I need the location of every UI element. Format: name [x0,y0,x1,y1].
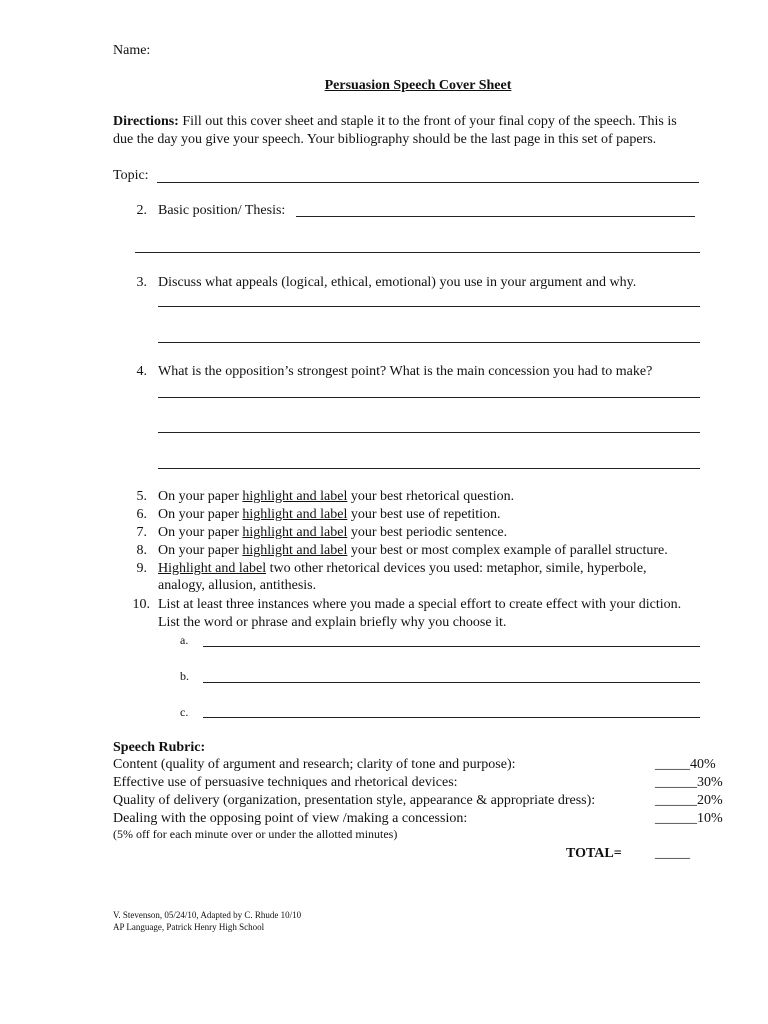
item10-b-answer-line[interactable] [203,682,700,683]
q3-text: Discuss what appeals (logical, ethical, emotional) you use in your argument and why. [158,275,637,290]
q4-text: What is the opposition’s strongest point? What is the main concession you had to make? [158,364,653,379]
rubric-blank[interactable]: _____ [655,757,690,772]
rubric-percent: 10% [697,811,723,826]
item10-line-1: List at least three instances where you made a special effort to create effect with your diction. [158,597,682,612]
item9-number: 9. [136,561,147,576]
q2-answer-line-1[interactable] [296,216,695,217]
item10-number: 10. [132,597,150,612]
rubric-percent: 30% [697,775,723,790]
rubric-percent: 20% [697,793,723,808]
rubric-row-content: Content (quality of argument and research; clarity of tone and purpose): [113,757,516,772]
rubric-blank[interactable]: ______ [655,775,697,790]
item7-text [158,526,507,540]
q2-number: 2. [136,203,147,218]
rubric-blank[interactable]: ______ [655,793,697,808]
item8-post: your best or most complex example of parallel structure. [347,543,668,558]
q2-answer-line-2[interactable] [135,252,700,253]
q4-answer-line-1[interactable] [158,397,700,398]
item8-number: 8. [136,543,147,558]
item5-text [158,490,514,504]
rubric-row-concession-score[interactable] [655,812,723,826]
item6-highlight: highlight and label [242,507,348,522]
footer-credit: V. Stevenson, 05/24/10, Adapted by C. Rhude 10/10 [113,910,302,920]
directions-line-1 [113,115,677,129]
item9-highlight: Highlight and label [158,561,267,576]
topic-answer-line[interactable] [157,182,699,183]
directions-label: Directions: [113,114,179,129]
page-title-text: Persuasion Speech Cover Sheet [324,78,512,93]
item10-c-answer-line[interactable] [203,717,700,718]
rubric-percent: 40% [690,757,716,772]
item5-highlight: highlight and label [242,489,348,504]
item7-post: your best periodic sentence. [347,525,508,540]
item8-highlight: highlight and label [242,543,348,558]
item10-line-2: List the word or phrase and explain briefly why you choose it. [158,615,507,630]
q4-answer-line-2[interactable] [158,432,700,433]
footer-school: AP Language, Patrick Henry High School [113,922,265,932]
q3-answer-line-1[interactable] [158,306,700,307]
rubric-row-techniques-score[interactable] [655,776,723,790]
total-label: TOTAL= [566,846,622,861]
item10-a-label: a. [180,633,189,647]
item5-number: 5. [136,489,147,504]
q4-number: 4. [136,364,147,379]
directions-line-2: due the day you give your speech. Your bibliography should be the last page in this set of papers. [113,132,657,147]
rubric-title: Speech Rubric: [113,740,206,755]
item6-post: your best use of repetition. [347,507,501,522]
rubric-row-content-score[interactable] [655,758,716,772]
rubric-row-delivery: Quality of delivery (organization, presentation style, appearance & appropriate dress): [113,793,596,808]
item10-b-label: b. [180,669,189,683]
item8-text [158,544,668,558]
page-title [0,79,768,93]
q3-answer-line-2[interactable] [158,342,700,343]
q2-text: Basic position/ Thesis: [158,203,286,218]
item6-pre: On your paper [158,507,243,522]
item6-text [158,508,501,522]
q3-number: 3. [136,275,147,290]
total-blank[interactable]: _____ [655,846,690,861]
item9-text [158,562,647,576]
topic-label: Topic: [113,168,149,183]
item7-pre: On your paper [158,525,243,540]
directions-text-1: Fill out this cover sheet and staple it to the front of your final copy of the speech. This is [182,114,677,129]
item10-a-answer-line[interactable] [203,646,700,647]
item8-pre: On your paper [158,543,243,558]
rubric-blank[interactable]: ______ [655,811,697,826]
item5-pre: On your paper [158,489,243,504]
rubric-row-techniques: Effective use of persuasive techniques and rhetorical devices: [113,775,458,790]
item10-c-label: c. [180,705,189,719]
item5-post: your best rhetorical question. [347,489,515,504]
name-label: Name: [113,43,151,58]
rubric-note: (5% off for each minute over or under the allotted minutes) [113,827,398,841]
item9-post: two other rhetorical devices you used: metaphor, simile, hyperbole, [266,561,647,576]
item7-number: 7. [136,525,147,540]
item6-number: 6. [136,507,147,522]
item9-line-2: analogy, allusion, antithesis. [158,578,317,593]
rubric-row-concession: Dealing with the opposing point of view /making a concession: [113,811,468,826]
rubric-row-delivery-score[interactable] [655,794,723,808]
item7-highlight: highlight and label [242,525,348,540]
q4-answer-line-3[interactable] [158,468,700,469]
